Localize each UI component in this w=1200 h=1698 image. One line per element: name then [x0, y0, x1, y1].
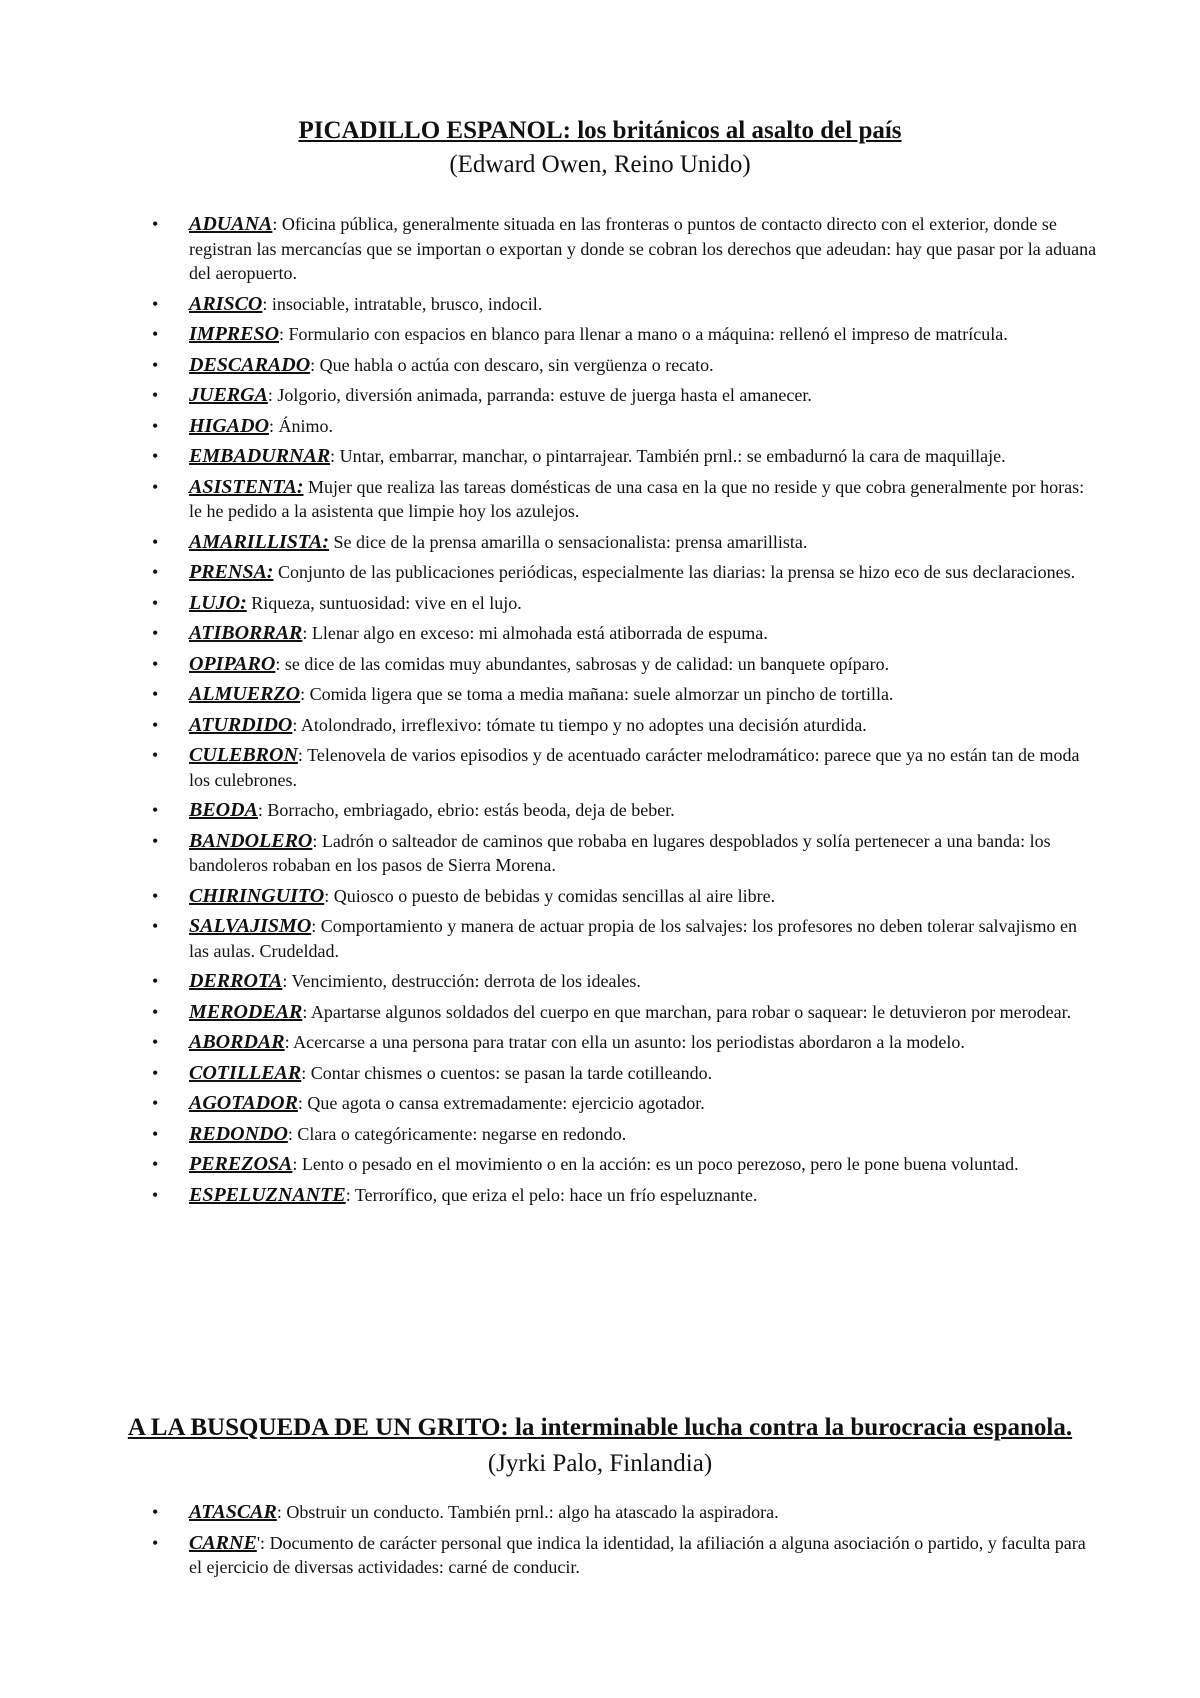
section2-glossary-list — [0, 1500, 1200, 1586]
bullet-icon: • — [152, 1062, 159, 1083]
bullet-icon: • — [152, 1154, 159, 1174]
bullet-icon: • — [152, 415, 159, 436]
glossary-entry — [0, 1091, 1200, 1116]
glossary-term: AGOTADOR — [189, 1092, 298, 1114]
section2-title — [100, 1410, 1100, 1482]
glossary-term: OPIPARO — [189, 652, 276, 675]
glossary-separator: : — [300, 684, 310, 704]
glossary-term: PRENSA: — [189, 561, 274, 583]
glossary-separator: : — [292, 1154, 302, 1174]
glossary-separator: : — [284, 1032, 294, 1052]
bullet-icon: • — [152, 714, 159, 735]
bullet-icon: • — [152, 1502, 159, 1522]
glossary-definition: Formulario con espacios en blanco para llenar a mano o a máquina: rellenó el impreso de matrícula. — [288, 324, 1008, 344]
glossary-entry — [0, 475, 1200, 524]
bullet-icon: • — [152, 1123, 159, 1144]
glossary-definition: Apartarse algunos soldados del cuerpo en que marchan, para robar o saquear: le detuvieron por merodear. — [310, 1001, 1072, 1022]
glossary-separator: : — [345, 1184, 355, 1205]
glossary-definition: Acercarse a una persona para tratar con ella un asunto: los periodistas abordaron a la modelo. — [293, 1032, 965, 1052]
glossary-definition: Lento o pesado en el movimiento o en la acción: es un poco perezoso, pero le pone buena voluntad. — [301, 1154, 1019, 1174]
glossary-definition: Atolondrado, irreflexivo: tómate tu tiempo y no adoptes una decisión aturdida. — [300, 714, 867, 735]
glossary-entry — [0, 682, 1200, 707]
bullet-icon: • — [152, 916, 159, 936]
glossary-term: CULEBRON — [189, 744, 298, 766]
glossary-definition: Conjunto de las publicaciones periódicas, especialmente las diarias: la prensa se hizo eco de sus declaraciones. — [277, 562, 1076, 582]
glossary-entry — [0, 591, 1200, 616]
bullet-icon: • — [152, 745, 159, 765]
glossary-definition: Que habla o actúa con descaro, sin vergüenza o recato. — [319, 354, 714, 375]
glossary-definition: Quiosco o puesto de bebidas y comidas sencillas al aire libre. — [333, 885, 776, 906]
bullet-icon: • — [152, 446, 159, 466]
glossary-entry — [0, 914, 1200, 963]
section2-title-text: A LA BUSQUEDA DE UN GRITO: la interminable lucha contra la burocracia espanola. — [127, 1414, 1073, 1441]
glossary-definition: Ladrón o salteador de caminos que robaba en lugares despoblados y solía pertenecer a una banda: los bandoleros robaban en los pasos de Sierra Morena. — [189, 830, 1051, 875]
glossary-definition: Comportamiento y manera de actuar propia de los salvajes: los profesores no deben tolerar salvajismo en las aulas. Crudeldad. — [189, 916, 1078, 961]
glossary-term: PEREZOSA — [189, 1153, 293, 1175]
glossary-entry — [0, 652, 1200, 677]
bullet-icon: • — [152, 830, 159, 851]
glossary-entry — [0, 1183, 1200, 1208]
glossary-definition: insociable, intratable, brusco, indocil. — [271, 293, 543, 314]
glossary-term: MERODEAR — [189, 1000, 303, 1023]
glossary-separator: : — [330, 446, 340, 466]
glossary-entry — [0, 1030, 1200, 1055]
glossary-separator: : — [276, 1502, 287, 1522]
bullet-icon: • — [152, 214, 159, 234]
glossary-term: ATURDIDO — [189, 713, 293, 736]
glossary-separator: : — [267, 385, 278, 405]
bullet-icon: • — [152, 885, 159, 906]
glossary-entry — [0, 292, 1200, 317]
glossary-term: ASISTENTA: — [189, 475, 304, 498]
glossary-entry — [0, 560, 1200, 585]
bullet-icon: • — [152, 1001, 159, 1022]
glossary-separator: : — [272, 214, 282, 234]
bullet-icon: • — [152, 385, 159, 405]
glossary-separator: : — [262, 293, 272, 314]
glossary-separator: : — [282, 971, 292, 991]
bullet-icon: • — [152, 684, 159, 704]
glossary-definition: Contar chismes o cuentos: se pasan la tarde cotilleando. — [310, 1062, 713, 1083]
bullet-icon: • — [152, 476, 159, 497]
glossary-term: ATASCAR — [189, 1501, 277, 1523]
glossary-definition: Untar, embarrar, manchar, o pintarrajear. También prnl.: se embadurnó la cara de maquillaje. — [339, 446, 1006, 466]
glossary-entry — [0, 1122, 1200, 1147]
glossary-entry — [0, 1000, 1200, 1025]
section2-author: (Jyrki Palo, Finlandia) — [487, 1450, 713, 1477]
glossary-definition: Jolgorio, diversión animada, parranda: estuve de juerga hasta el amanecer. — [277, 385, 812, 405]
bullet-icon: • — [152, 592, 159, 613]
bullet-icon: • — [152, 293, 159, 314]
glossary-entry — [0, 1061, 1200, 1086]
glossary-term: COTILLEAR — [189, 1061, 302, 1084]
section1-title — [0, 116, 1200, 146]
glossary-separator: : — [275, 653, 285, 674]
glossary-term: BEODA — [189, 799, 258, 821]
glossary-separator: ': — [256, 1532, 270, 1553]
glossary-entry — [0, 1531, 1200, 1580]
glossary-definition: Mujer que realiza las tareas domésticas de una casa en la que no reside y que cobra generalmente por horas: le he pedido a la asistenta que limpie hoy los azulejos. — [189, 476, 1085, 521]
glossary-separator: : — [297, 1093, 308, 1113]
bullet-icon: • — [152, 354, 159, 375]
glossary-entry — [0, 383, 1200, 408]
bullet-icon: • — [152, 562, 159, 582]
glossary-term: SALVAJISMO — [189, 915, 312, 937]
glossary-definition: Telenovela de varios episodios y de acentuado carácter melodramático: parece que ya no están tan de moda los culebrones. — [189, 745, 1080, 790]
glossary-entry — [0, 414, 1200, 439]
glossary-entry — [0, 798, 1200, 823]
glossary-separator: : — [279, 324, 289, 344]
glossary-term: ATIBORRAR — [189, 622, 303, 644]
glossary-term: BANDOLERO — [189, 829, 313, 852]
glossary-separator: : — [311, 916, 321, 936]
glossary-separator: : — [310, 354, 320, 375]
glossary-term: DERROTA — [189, 970, 283, 992]
glossary-entry — [0, 1152, 1200, 1177]
glossary-term: DESCARADO — [189, 353, 311, 376]
glossary-definition: Llenar algo en exceso: mi almohada está atiborrada de espuma. — [311, 623, 768, 643]
glossary-entry — [0, 884, 1200, 909]
glossary-entry — [0, 444, 1200, 469]
glossary-entry — [0, 621, 1200, 646]
glossary-term: EMBADURNAR — [189, 445, 331, 467]
glossary-term: CARNE — [189, 1531, 257, 1554]
bullet-icon: • — [152, 623, 159, 643]
glossary-entry — [0, 743, 1200, 792]
glossary-term: CHIRINGUITO — [189, 884, 325, 907]
glossary-entry — [0, 829, 1200, 878]
section1-glossary-list — [0, 212, 1200, 1213]
glossary-definition: Oficina pública, generalmente situada en las fronteras o puntos de contacto directo con el exterior, donde se registran las mercancías que se importan o exportan y donde se cobran los derechos que adeudan: hay que pasar por la aduana del aeropuerto. — [189, 214, 1097, 283]
glossary-term: ADUANA — [189, 213, 273, 235]
glossary-definition: Borracho, embriagado, ebrio: estás beoda, deja de beber. — [267, 800, 675, 820]
glossary-term: ARISCO — [189, 292, 263, 315]
bullet-icon: • — [152, 531, 159, 552]
bullet-icon: • — [152, 971, 159, 991]
glossary-term: REDONDO — [189, 1122, 288, 1145]
glossary-entry — [0, 322, 1200, 347]
glossary-term: ALMUERZO — [189, 683, 301, 705]
glossary-definition: Riqueza, suntuosidad: vive en el lujo. — [251, 592, 522, 613]
glossary-entry — [0, 1500, 1200, 1525]
glossary-definition: Documento de carácter personal que indica la identidad, la afiliación a alguna asociación o partido, y faculta para el ejercicio de diversas actividades: carné de conducir. — [189, 1532, 1086, 1577]
glossary-term: ESPELUZNANTE — [189, 1183, 346, 1206]
glossary-separator: : — [324, 885, 334, 906]
glossary-separator: : — [287, 1123, 298, 1144]
glossary-definition: Ánimo. — [278, 415, 334, 436]
glossary-definition: Obstruir un conducto. También prnl.: algo ha atascado la aspiradora. — [286, 1502, 779, 1522]
section1-title-text: PICADILLO ESPANOL: los británicos al asalto del país — [298, 117, 902, 144]
glossary-separator: : — [302, 1001, 311, 1022]
glossary-separator: : — [257, 800, 268, 820]
glossary-entry — [0, 530, 1200, 555]
glossary-entry — [0, 713, 1200, 738]
glossary-separator: : — [269, 415, 279, 436]
glossary-separator: : — [302, 623, 312, 643]
section1-author: (Edward Owen, Reino Unido) — [449, 151, 751, 178]
bullet-icon: • — [152, 324, 159, 344]
glossary-definition: Terrorífico, que eriza el pelo: hace un frío espeluznante. — [354, 1184, 758, 1205]
bullet-icon: • — [152, 1532, 159, 1553]
glossary-entry — [0, 212, 1200, 286]
glossary-entry — [0, 353, 1200, 378]
bullet-icon: • — [152, 1184, 159, 1205]
bullet-icon: • — [152, 800, 159, 820]
glossary-separator: : — [301, 1062, 311, 1083]
glossary-definition: Comida ligera que se toma a media mañana: suele almorzar un pincho de tortilla. — [309, 684, 894, 704]
glossary-separator: : — [312, 830, 322, 851]
bullet-icon: • — [152, 1093, 159, 1113]
bullet-icon: • — [152, 653, 159, 674]
glossary-entry — [0, 969, 1200, 994]
glossary-term: IMPRESO — [189, 323, 280, 345]
glossary-term: JUERGA — [189, 384, 268, 406]
glossary-definition: Vencimiento, destrucción: derrota de los ideales. — [291, 971, 641, 991]
glossary-definition: se dice de las comidas muy abundantes, sabrosas y de calidad: un banquete opíparo. — [284, 653, 890, 674]
glossary-separator: : — [297, 745, 308, 765]
glossary-term: LUJO: — [189, 591, 247, 614]
glossary-definition: Que agota o cansa extremadamente: ejercicio agotador. — [307, 1093, 705, 1113]
glossary-term: AMARILLISTA: — [189, 530, 330, 553]
bullet-icon: • — [152, 1032, 159, 1052]
glossary-definition: Se dice de la prensa amarilla o sensacionalista: prensa amarillista. — [333, 531, 808, 552]
glossary-separator: : — [292, 714, 301, 735]
glossary-definition: Clara o categóricamente: negarse en redondo. — [297, 1123, 627, 1144]
glossary-term: HIGADO — [189, 414, 270, 437]
glossary-term: ABORDAR — [189, 1031, 285, 1053]
